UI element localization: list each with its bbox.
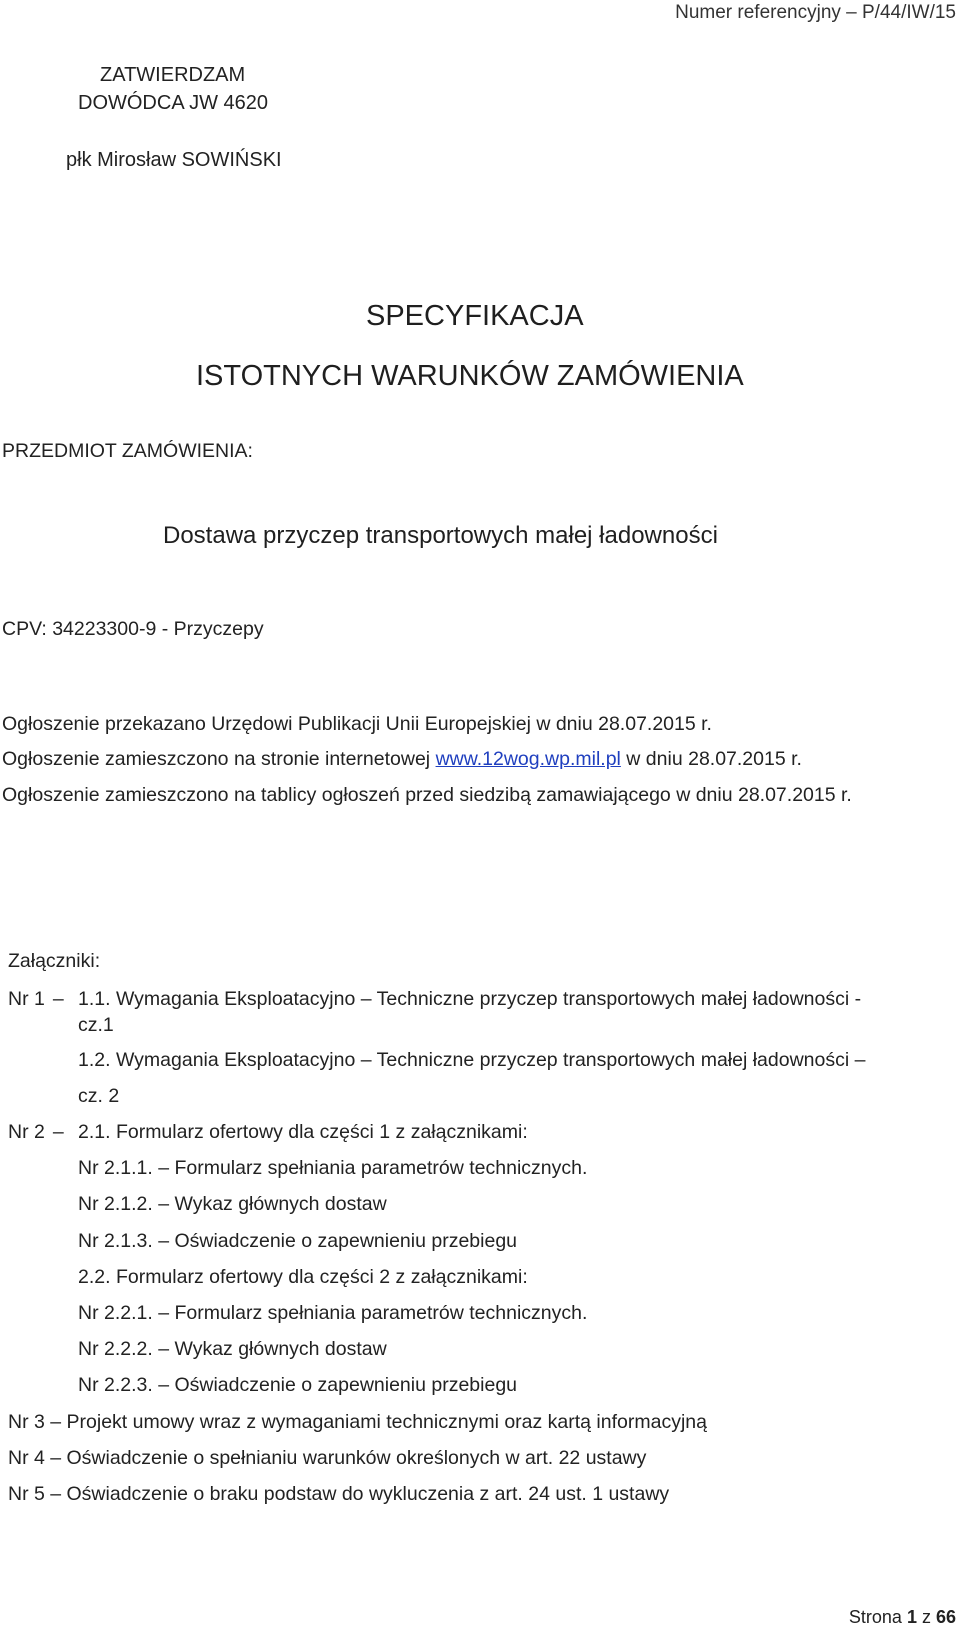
attachment-2-number: [8, 1121, 64, 1144]
attachment-2-2-1: Nr 2.2.1. – Formularz spełniania parametrów technicznych.: [78, 1302, 588, 1324]
footer-page-total: 66: [935, 1607, 956, 1627]
attachment-4: Nr 4 – Oświadczenie o spełnianiu warunków określonych w art. 22 ustawy: [8, 1447, 647, 1469]
footer-prefix: Strona: [848, 1607, 907, 1627]
notice-board: Ogłoszenie zamieszczono na tablicy ogłoszeń przed siedzibą zamawiającego w dniu 28.07.2015 r.: [2, 784, 852, 806]
attachment-2-1-3: Nr 2.1.3. – Oświadczenie o zapewnieniu przebiegu: [78, 1230, 518, 1252]
reference-number: Numer referencyjny – P/44/IW/15: [675, 2, 956, 23]
attachment-2-2: 2.2. Formularz ofertowy dla części 2 z załącznikami:: [78, 1266, 528, 1288]
document-title-line-1: SPECYFIKACJA: [366, 300, 584, 332]
attachments-heading: Załączniki:: [8, 950, 101, 972]
notice-website-text: Ogłoszenie zamieszczono na stronie internetowej: [2, 748, 436, 770]
attachment-1-2-line-1: 1.2. Wymagania Eksploatacyjno – Techniczne przyczep transportowych małej ładowności –: [78, 1049, 866, 1071]
approval-line-2: DOWÓDCA JW 4620: [78, 92, 269, 114]
footer-page-number: 1: [906, 1607, 917, 1627]
notice-website-date: w dniu 28.07.2015 r.: [620, 748, 802, 770]
attachment-2-1-1: Nr 2.1.1. – Formularz spełniania parametrów technicznych.: [78, 1157, 588, 1179]
footer-separator: z: [916, 1607, 936, 1627]
attachment-1-1-line-2: cz.1: [78, 1014, 114, 1036]
approval-signatory: płk Mirosław SOWIŃSKI: [66, 149, 282, 171]
attachment-3: Nr 3 – Projekt umowy wraz z wymaganiami technicznymi oraz kartą informacyjną: [8, 1411, 707, 1433]
cpv-code: CPV: 34223300-9 - Przyczepy: [2, 618, 264, 640]
subject-label: PRZEDMIOT ZAMÓWIENIA:: [2, 440, 253, 462]
website-link[interactable]: www.12wog.wp.mil.pl: [435, 748, 621, 770]
approval-line-1: ZATWIERDZAM: [100, 64, 246, 86]
attachment-1-2-line-2: cz. 2: [78, 1085, 120, 1107]
notice-website: [2, 748, 802, 771]
attachment-2-label: Nr 2: [8, 1121, 45, 1143]
dash-glyph: –: [52, 1121, 64, 1143]
attachment-1-1-line-1: 1.1. Wymagania Eksploatacyjno – Techniczne przyczep transportowych małej ładowności -: [78, 988, 862, 1010]
attachment-5: Nr 5 – Oświadczenie o braku podstaw do wykluczenia z art. 24 ust. 1 ustawy: [8, 1483, 670, 1505]
attachment-2-1-2: Nr 2.1.2. – Wykaz głównych dostaw: [78, 1193, 387, 1215]
notice-eu: Ogłoszenie przekazano Urzędowi Publikacji Unii Europejskiej w dniu 28.07.2015 r.: [2, 713, 712, 735]
attachment-1-label: Nr 1: [8, 988, 45, 1010]
page-footer: [849, 1607, 956, 1628]
document-title-line-2: ISTOTNYCH WARUNKÓW ZAMÓWIENIA: [196, 360, 744, 392]
attachment-2-2-3: Nr 2.2.3. – Oświadczenie o zapewnieniu przebiegu: [78, 1374, 518, 1396]
subject-name: Dostawa przyczep transportowych małej ładowności: [163, 522, 718, 549]
dash-glyph: –: [52, 988, 64, 1010]
attachment-1-number: [8, 988, 64, 1011]
attachment-2-2-2: Nr 2.2.2. – Wykaz głównych dostaw: [78, 1338, 387, 1360]
attachment-2-1: 2.1. Formularz ofertowy dla części 1 z załącznikami:: [78, 1121, 528, 1143]
